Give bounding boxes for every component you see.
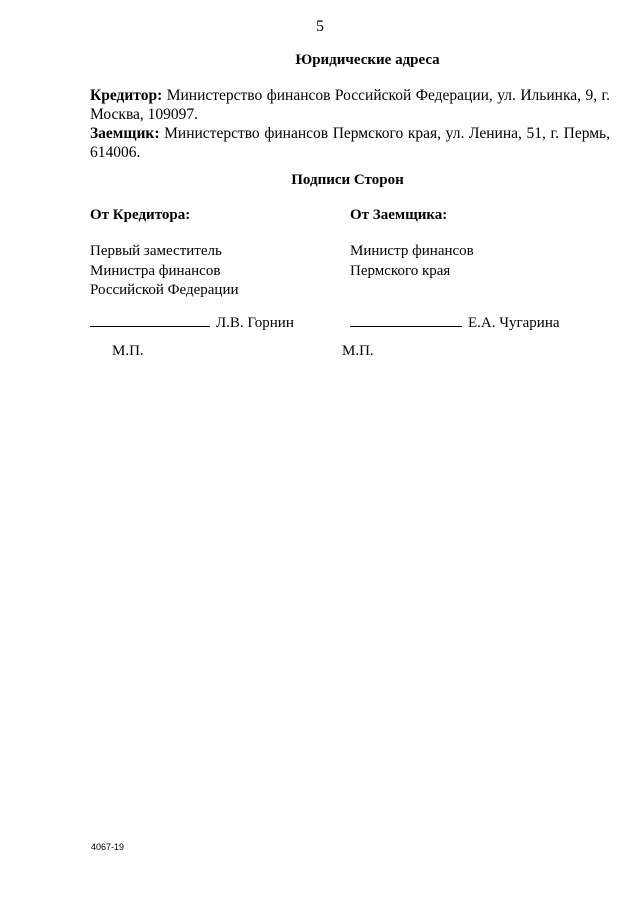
creditor-position <box>90 242 239 301</box>
legal-addresses-block <box>90 86 610 162</box>
creditor-heading: От Кредитора: <box>90 207 191 223</box>
creditor-position-line: Министра финансов <box>90 262 221 279</box>
creditor-label: Кредитор: <box>90 87 163 104</box>
page-number: 5 <box>316 18 324 35</box>
borrower-stamp-place: М.П. <box>342 343 374 359</box>
creditor-stamp-place: М.П. <box>112 343 144 359</box>
borrower-address <box>90 124 610 162</box>
creditor-signer-name: Л.В. Горнин <box>216 315 294 331</box>
creditor-signature-line <box>90 312 294 332</box>
borrower-position-line: Пермского края <box>350 262 451 279</box>
document-code: 4067-19 <box>91 842 125 852</box>
borrower-position-line: Министр финансов <box>350 243 474 259</box>
borrower-signer-name: Е.А. Чугарина <box>468 315 560 331</box>
creditor-signature-rule <box>90 312 210 327</box>
borrower-label: Заемщик: <box>90 125 160 142</box>
legal-addresses-title: Юридические адреса <box>295 52 440 68</box>
borrower-heading: От Заемщика: <box>350 207 448 223</box>
borrower-signature-line <box>350 312 560 332</box>
borrower-signature-rule <box>350 312 462 327</box>
creditor-address <box>90 86 610 124</box>
creditor-address-text: Министерство финансов Российской Федерации, ул. Ильинка, 9, г. Москва, 109097. <box>90 87 610 123</box>
creditor-position-line: Российской Федерации <box>90 282 239 298</box>
creditor-position-line: Первый заместитель <box>90 243 222 259</box>
signatures-title: Подписи Сторон <box>291 172 404 188</box>
borrower-position <box>350 242 474 281</box>
borrower-address-text: Министерство финансов Пермского края, ул. Ленина, 51, г. Пермь, 614006. <box>90 125 610 161</box>
